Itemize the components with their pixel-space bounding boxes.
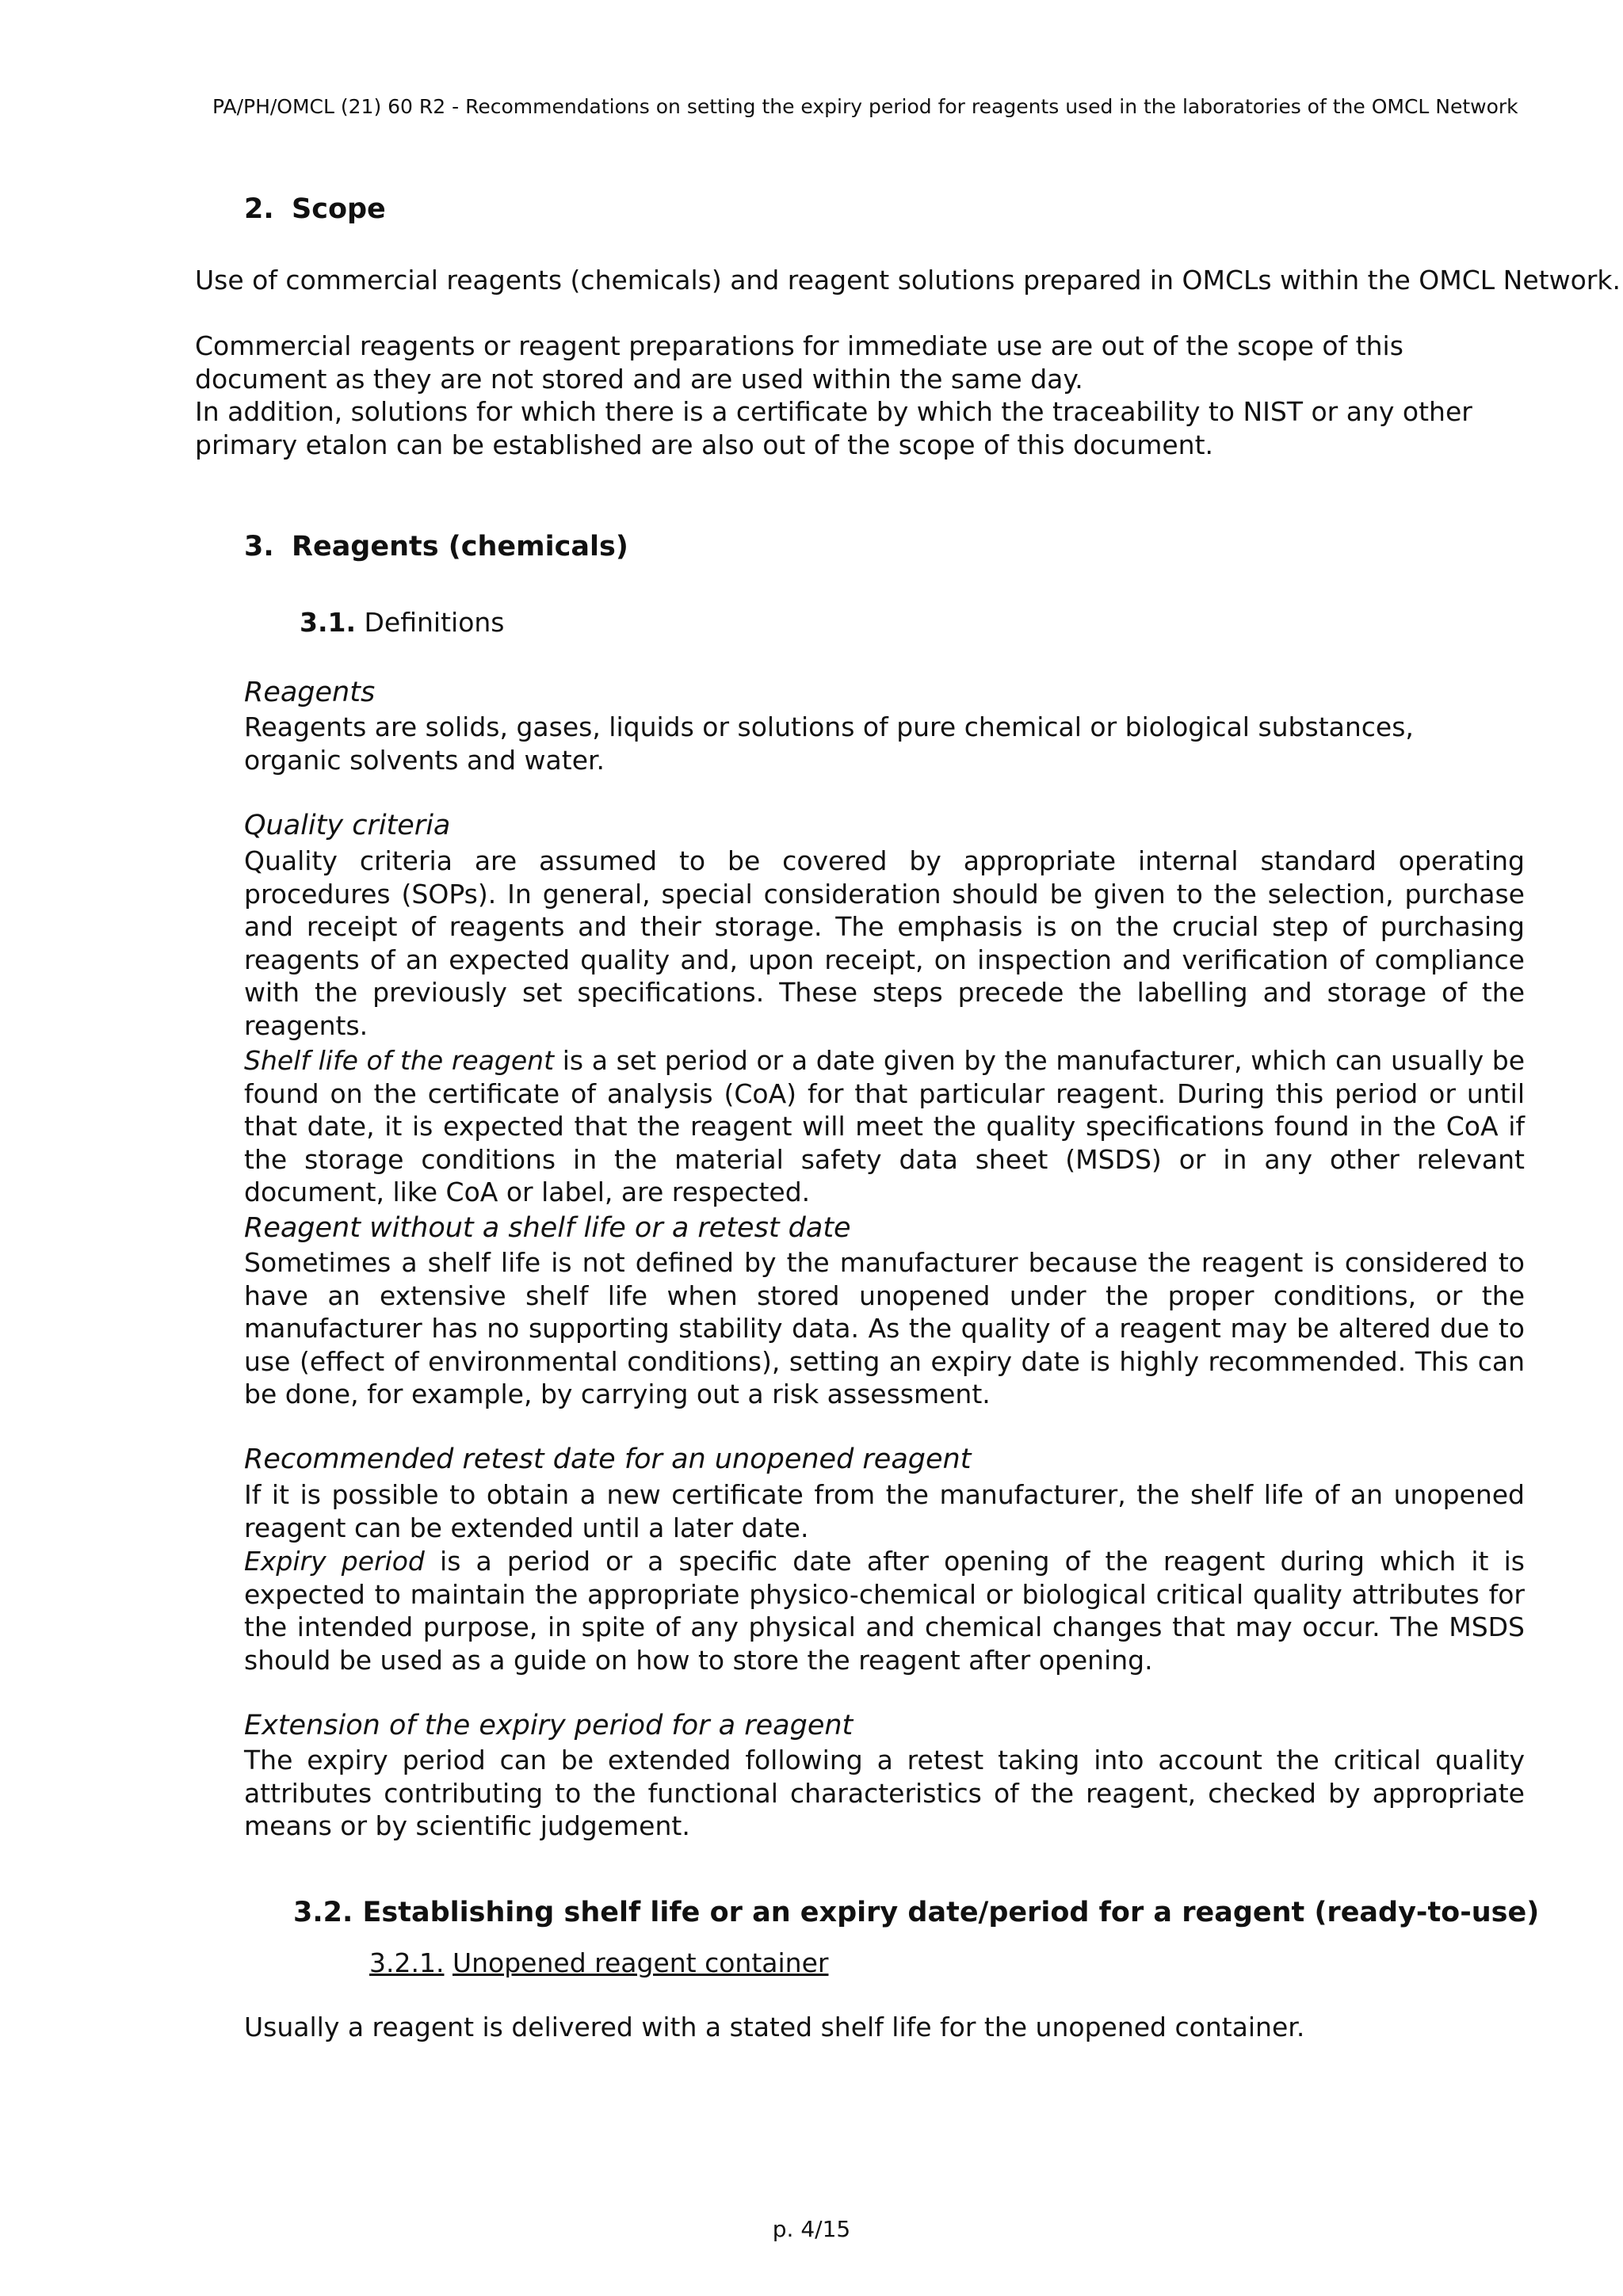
unopened-container-paragraph: Usually a reagent is delivered with a stated shelf life for the unopened container.: [244, 2012, 1305, 2042]
section-2-number: 2.: [244, 193, 274, 225]
page-number: p. 4/15: [772, 2216, 851, 2242]
subsection-3-2-title: Establishing shelf life or an expiry date/period for a reagent (ready-to-use): [362, 1897, 1540, 1928]
extension-definition: The expiry period can be extended following a retest taking into account the critical quality attributes contributing to the functional characteristics of the reagent, checked by appropriate means or by scientific judgement.: [244, 1745, 1525, 1841]
term-quality-criteria: Quality criteria: [244, 810, 451, 841]
retest-date-definition: If it is possible to obtain a new certificate from the manufacturer, the shelf life of an unopened reagent can be extended until a later date.: [244, 1479, 1525, 1543]
term-expiry-period: Expiry period: [244, 1546, 425, 1577]
term-shelf-life: Shelf life of the reagent: [244, 1045, 555, 1076]
scope-paragraph-1: Use of commercial reagents (chemicals) and reagent solutions prepared in OMCLs within the OMCL Network.: [195, 265, 1621, 296]
term-recommended-retest-date: Recommended retest date for an unopened reagent: [244, 1444, 972, 1475]
subsection-3-1-number: 3.1.: [300, 607, 356, 638]
reagents-definition: Reagents are solids, gases, liquids or solutions of pure chemical or biological substances, organic solvents and water.: [244, 711, 1414, 776]
subsection-3-2-1-title: Unopened reagent container: [452, 1947, 829, 1978]
subsection-3-2-number: 3.2.: [293, 1897, 353, 1928]
scope-paragraph-3: In addition, solutions for which there is a certificate by which the traceability to NIST or any other primary etalon can be established are also out of the scope of this document.: [195, 396, 1472, 460]
section-3-number: 3.: [244, 531, 274, 563]
reagent-without-shelf-life-definition: Sometimes a shelf life is not defined by the manufacturer because the reagent is considered to have an extensive shelf life when stored unopened under the proper conditions, or the manufacturer has no supporting stability data. As the quality of a reagent may be altered due to use (effect of environmental conditions), setting an expiry date is highly recommended. This can be done, for example, by carrying out a risk assessment.: [244, 1247, 1525, 1409]
term-reagents: Reagents: [244, 677, 376, 708]
expiry-period-definition: [244, 1545, 1525, 1676]
page-header: PA/PH/OMCL (21) 60 R2 - Recommendations on setting the expiry period for reagents used in the laboratories of the OMCL Network: [212, 95, 1518, 118]
section-3-heading: [244, 529, 628, 564]
subsection-3-2-1-heading: [369, 1946, 828, 1981]
subsection-3-1-heading: [300, 605, 505, 640]
shelf-life-text: is a set period or a date given by the manufacturer, which can usually be found on the certificate of analysis (CoA) for that particular reagent. During this period or until that date, it is expected that the reagent will meet the quality specifications found in the CoA if the storage conditions in the material safety data sheet (MSDS) or in any other relevant document, like CoA or label, are respected.: [244, 1045, 1526, 1207]
section-2-heading: [244, 192, 386, 227]
term-reagent-without-shelf-life: Reagent without a shelf life or a retest date: [244, 1212, 851, 1244]
expiry-period-text: is a period or a specific date after opening of the reagent during which it is expected to maintain the appropriate physico-chemical or biological critical quality attributes for the intended purpose, in spite of any physical and chemical changes that may occur. The MSDS should be used as a guide on how to store the reagent after opening.: [244, 1546, 1525, 1676]
scope-paragraph-2: Commercial reagents or reagent preparations for immediate use are out of the scope of this document as they are not stored and are used within the same day.: [195, 330, 1403, 395]
term-extension-of-expiry-period: Extension of the expiry period for a reagent: [244, 1710, 854, 1741]
quality-criteria-definition: Quality criteria are assumed to be covered by appropriate internal standard operating procedures (SOPs). In general, special consideration should be given to the selection, purchase and receipt of reagents and their storage. The emphasis is on the crucial step of purchasing reagents of an expected quality and, upon receipt, on inspection and verification of compliance with the previously set specifications. These steps precede the labelling and storage of the reagents.: [244, 845, 1525, 1041]
subsection-3-2-1-number: 3.2.1.: [369, 1947, 445, 1978]
section-2-title: Scope: [292, 193, 386, 225]
shelf-life-definition: [244, 1044, 1525, 1209]
subsection-3-2-heading: [293, 1895, 1539, 1930]
subsection-3-1-title: Definitions: [364, 607, 505, 638]
section-3-title: Reagents (chemicals): [292, 531, 628, 563]
